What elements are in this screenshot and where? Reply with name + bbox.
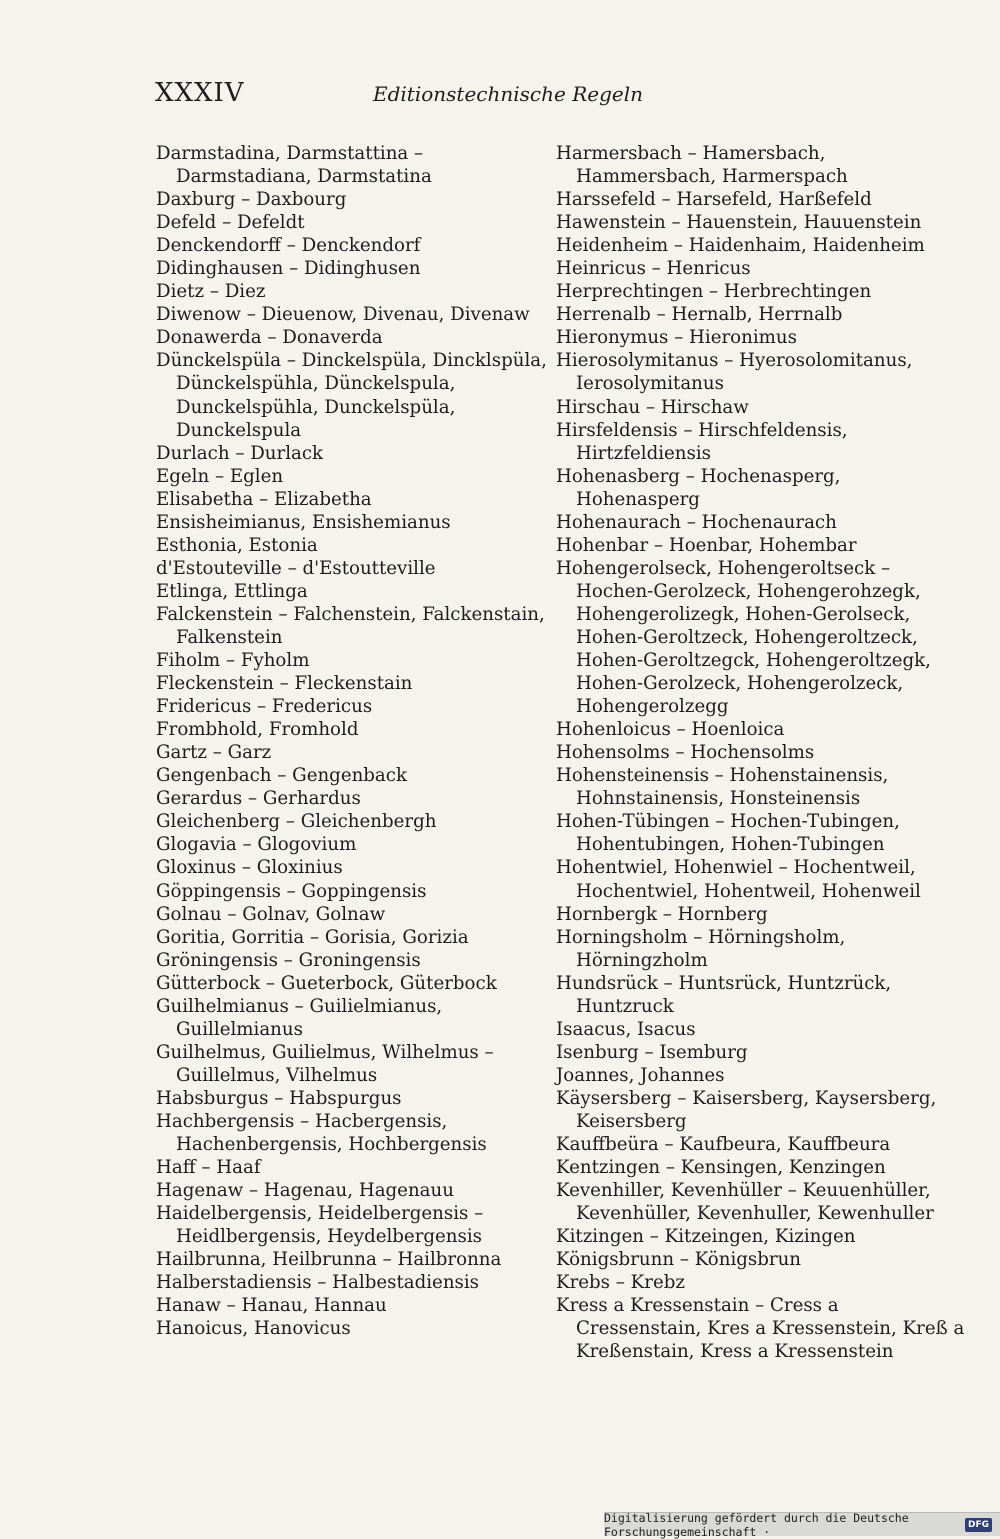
entry-line: Gröningensis – Groningensis <box>156 949 421 971</box>
index-entry <box>556 926 951 972</box>
entry-line: Falckenstein – Falchenstein, Falckenstain, <box>156 603 545 625</box>
entry-line: Fleckenstein – Fleckenstain <box>156 673 413 695</box>
entry-line: Hohensolms – Hochensolms <box>556 742 815 764</box>
index-entry <box>156 903 551 926</box>
index-entry <box>156 1317 551 1340</box>
index-entry <box>556 856 951 902</box>
entry-line: Goritia, Gorritia – Gorisia, Gorizia <box>156 926 469 948</box>
entry-line: Käysersberg – Kaisersberg, Kaysersberg, <box>556 1087 937 1109</box>
entry-continuation-line: Hirtzfeldiensis <box>576 442 711 464</box>
index-entry <box>556 1133 951 1156</box>
right-column <box>556 142 965 1363</box>
index-entry <box>556 188 951 211</box>
entry-line: Isenburg – Isemburg <box>556 1041 748 1063</box>
index-entry <box>556 764 951 810</box>
entry-continuation-line: Guillelmianus <box>176 1018 303 1040</box>
entry-line: Horningsholm – Hörningsholm, <box>556 926 846 948</box>
entry-line: Herprechtingen – Herbrechtingen <box>556 281 872 303</box>
entry-line: Hirschau – Hirschaw <box>556 396 749 418</box>
index-entry <box>156 603 551 649</box>
index-entry <box>156 234 551 257</box>
entry-line: Daxburg – Daxbourg <box>156 189 347 211</box>
entry-continuation-line: Falkenstein <box>176 626 283 648</box>
index-entry <box>156 764 551 787</box>
entry-line: Gleichenberg – Gleichenbergh <box>156 811 437 833</box>
entry-line: Frombhold, Fromhold <box>156 719 359 741</box>
index-entry <box>156 488 551 511</box>
index-entry <box>156 1041 551 1087</box>
index-entry <box>156 557 551 580</box>
index-entry <box>556 142 951 188</box>
entry-line: Krebs – Krebz <box>556 1272 685 1294</box>
entry-line: Kress a Kressenstain – Cress a <box>556 1295 839 1317</box>
entry-continuation-line: Dunckelspula <box>176 419 302 441</box>
index-entry <box>156 1110 551 1156</box>
entry-line: Hanaw – Hanau, Hannau <box>156 1295 387 1317</box>
entry-continuation-line: Hammersbach, Harmerspach <box>576 166 848 188</box>
entry-line: Kauffbeüra – Kaufbeura, Kauffbeura <box>556 1134 891 1156</box>
entry-line: Königsbrunn – Königsbrun <box>556 1249 802 1271</box>
entry-line: Hohenaurach – Hochenaurach <box>556 511 837 533</box>
entry-continuation-line: Hohengerolizegk, Hohen-Gerolseck, <box>576 603 911 625</box>
index-entry <box>556 1248 951 1271</box>
entry-continuation-line: Hohentubingen, Hohen-Tubingen <box>576 834 885 856</box>
index-entry <box>556 234 951 257</box>
entry-line: Hirsfeldensis – Hirschfeldensis, <box>556 419 848 441</box>
running-title: Editionstechnische Regeln <box>373 82 643 106</box>
entry-line: Hornbergk – Hornberg <box>556 903 768 925</box>
index-entry <box>556 1271 951 1294</box>
entry-line: Kitzingen – Kitzeingen, Kizingen <box>556 1226 856 1248</box>
entry-continuation-line: Hochen-Gerolzeck, Hohengerohzegk, <box>576 580 921 602</box>
entry-line: Denckendorff – Denckendorf <box>156 235 421 257</box>
index-entry <box>156 257 551 280</box>
index-entry <box>156 741 551 764</box>
entry-continuation-line: Hohen-Gerolzeck, Hohengerolzeck, <box>576 673 904 695</box>
index-entry <box>556 303 951 326</box>
index-entry <box>156 188 551 211</box>
entry-continuation-line: Keisersberg <box>576 1110 687 1132</box>
entry-line: Glogavia – Glogovium <box>156 834 357 856</box>
index-entry <box>156 1294 551 1317</box>
entry-continuation-line: Hachenbergensis, Hochbergensis <box>176 1134 487 1156</box>
entry-line: Haidelbergensis, Heidelbergensis – <box>156 1203 484 1225</box>
entry-continuation-line: Ierosolymitanus <box>576 373 724 395</box>
index-entry <box>156 142 551 188</box>
entry-line: Darmstadina, Darmstattina – <box>156 143 424 164</box>
entry-continuation-line: Guillelmus, Vilhelmus <box>176 1064 378 1086</box>
index-entry <box>156 833 551 856</box>
entry-continuation-line: Hohen-Geroltzeck, Hohengeroltzeck, <box>576 626 918 648</box>
index-entry <box>156 972 551 995</box>
entry-continuation-line: Hohen-Geroltzegck, Hohengeroltzegk, <box>576 650 931 672</box>
index-entry <box>156 880 551 903</box>
digitization-footer <box>604 1510 1000 1539</box>
entry-line: Gerardus – Gerhardus <box>156 788 361 810</box>
entry-line: Esthonia, Estonia <box>156 534 318 556</box>
index-entry <box>156 672 551 695</box>
entry-line: Defeld – Defeldt <box>156 212 305 234</box>
index-entry <box>556 1294 965 1363</box>
entry-line: Ensisheimianus, Ensishemianus <box>156 511 451 533</box>
index-entry <box>556 1225 951 1248</box>
left-column <box>156 142 551 1340</box>
entry-continuation-line: Darmstadiana, Darmstatina <box>176 166 432 188</box>
index-entry <box>156 995 551 1041</box>
entry-line: Guilhelmianus – Guilielmianus, <box>156 995 443 1017</box>
entry-line: d'Estouteville – d'Estoutteville <box>156 557 436 579</box>
entry-line: Elisabetha – Elizabetha <box>156 488 372 510</box>
entry-line: Donawerda – Donaverda <box>156 327 383 349</box>
index-entry <box>156 211 551 234</box>
entry-line: Kentzingen – Kensingen, Kenzingen <box>556 1157 886 1179</box>
entry-line: Guilhelmus, Guilielmus, Wilhelmus – <box>156 1041 494 1063</box>
index-entry <box>556 741 951 764</box>
page-number: XXXIV <box>155 78 245 108</box>
entry-continuation-line: Heidlbergensis, Heydelbergensis <box>176 1226 482 1248</box>
index-entry <box>556 810 951 856</box>
entry-continuation-line: Dunckelspühla, Dunckelspüla, <box>176 396 456 418</box>
entry-line: Hachbergensis – Hacbergensis, <box>156 1110 448 1132</box>
index-entry <box>556 1041 951 1064</box>
index-entry <box>556 349 951 395</box>
index-entry <box>556 903 951 926</box>
entry-line: Gütterbock – Gueterbock, Güterbock <box>156 972 497 994</box>
index-entry <box>156 810 551 833</box>
entry-line: Hohentwiel, Hohenwiel – Hochentweil, <box>556 857 916 879</box>
entry-line: Heidenheim – Haidenhaim, Haidenheim <box>556 235 925 257</box>
index-entry <box>156 465 551 488</box>
index-entry <box>556 534 951 557</box>
entry-continuation-line: Hohengerolzegg <box>576 696 729 718</box>
index-entry <box>556 396 951 419</box>
entry-line: Diwenow – Dieuenow, Divenau, Divenaw <box>156 304 530 326</box>
index-entry <box>556 511 951 534</box>
index-entry <box>556 326 951 349</box>
entry-continuation-line: Kreßenstain, Kress a Kressenstein <box>576 1341 894 1363</box>
index-entry <box>156 280 551 303</box>
index-entry <box>556 972 951 1018</box>
entry-line: Hohenloicus – Hoenloica <box>556 719 785 741</box>
entry-line: Hieronymus – Hieronimus <box>556 327 797 349</box>
entry-continuation-line: Kevenhüller, Kevenhuller, Kewenhuller <box>576 1203 934 1225</box>
entry-line: Harmersbach – Hamersbach, <box>556 143 826 164</box>
index-entry <box>556 280 951 303</box>
entry-continuation-line: Hohnstainensis, Honsteinensis <box>576 788 861 810</box>
entry-line: Hailbrunna, Heilbrunna – Hailbronna <box>156 1249 502 1271</box>
index-entry <box>556 465 951 511</box>
entry-line: Gartz – Garz <box>156 742 272 764</box>
entry-line: Herrenalb – Hernalb, Herrnalb <box>556 304 843 326</box>
index-entry <box>156 1271 551 1294</box>
entry-line: Didinghausen – Didinghusen <box>156 258 421 280</box>
entry-line: Golnau – Golnav, Golnaw <box>156 903 386 925</box>
index-entry <box>156 856 551 879</box>
entry-line: Hierosolymitanus – Hyerosolomitanus, <box>556 350 913 372</box>
entry-line: Hagenaw – Hagenau, Hagenauu <box>156 1180 454 1202</box>
entry-line: Kevenhiller, Kevenhüller – Keuuenhüller, <box>556 1180 931 1202</box>
index-entry <box>156 303 551 326</box>
index-entry <box>556 1156 951 1179</box>
entry-line: Hohenasberg – Hochenasperg, <box>556 465 841 487</box>
entry-line: Gloxinus – Gloxinius <box>156 857 343 879</box>
index-entry <box>156 949 551 972</box>
index-entry <box>156 695 551 718</box>
index-entry <box>556 1179 951 1225</box>
entry-line: Göppingensis – Goppingensis <box>156 880 427 902</box>
index-entry <box>156 718 551 741</box>
entry-line: Egeln – Eglen <box>156 465 284 487</box>
entry-continuation-line: Hörningzholm <box>576 949 708 971</box>
index-entry <box>156 649 551 672</box>
entry-line: Hohensteinensis – Hohenstainensis, <box>556 765 889 787</box>
dfg-logo: DFG <box>965 1518 992 1532</box>
entry-line: Dünckelspüla – Dinckelspüla, Dincklspüla, <box>156 350 547 372</box>
entry-line: Heinricus – Henricus <box>556 258 751 280</box>
entry-line: Hanoicus, Hanovicus <box>156 1318 351 1340</box>
index-entry <box>156 1156 551 1179</box>
index-entry <box>556 1018 951 1041</box>
entry-line: Fridericus – Fredericus <box>156 696 373 718</box>
entry-line: Harssefeld – Harsefeld, Harßefeld <box>556 189 872 211</box>
index-entry <box>556 1087 951 1133</box>
entry-continuation-line: Cressenstain, Kres a Kressenstein, Kreß a <box>576 1318 965 1340</box>
index-entry <box>156 534 551 557</box>
entry-continuation-line: Hochentwiel, Hohentweil, Hohenweil <box>576 880 921 902</box>
index-entry <box>156 442 551 465</box>
index-entry <box>156 1202 551 1248</box>
index-entry <box>156 926 551 949</box>
entry-line: Gengenbach – Gengenback <box>156 765 407 787</box>
index-entry <box>156 580 551 603</box>
index-entry <box>156 1087 551 1110</box>
entry-continuation-line: Dünckelspühla, Dünckelspula, <box>176 373 456 395</box>
entry-line: Hawenstein – Hauenstein, Hauuenstein <box>556 212 922 234</box>
entry-line: Habsburgus – Habspurgus <box>156 1087 402 1109</box>
entry-line: Haff – Haaf <box>156 1157 261 1179</box>
index-entry <box>556 1064 951 1087</box>
index-entry <box>156 1179 551 1202</box>
entry-line: Etlinga, Ettlinga <box>156 580 308 602</box>
entry-line: Hohen-Tübingen – Hochen-Tubingen, <box>556 811 900 833</box>
entry-line: Hundsrück – Huntsrück, Huntzrück, <box>556 972 892 994</box>
index-entry <box>156 787 551 810</box>
index-entry <box>556 718 951 741</box>
index-entry <box>556 419 951 465</box>
footer-credit: Digitalisierung gefördert durch die Deutsche Forschungsgemeinschaft · <box>604 1510 909 1539</box>
index-entry <box>556 557 951 718</box>
entry-line: Joannes, Johannes <box>556 1064 725 1086</box>
index-entry <box>156 349 551 441</box>
index-entry <box>556 211 951 234</box>
entry-continuation-line: Hohenasperg <box>576 488 700 510</box>
entry-line: Hohenbar – Hoenbar, Hohembar <box>556 534 857 556</box>
entry-line: Halberstadiensis – Halbestadiensis <box>156 1272 480 1294</box>
index-entry <box>156 511 551 534</box>
entry-continuation-line: Huntzruck <box>576 995 674 1017</box>
index-entry <box>156 326 551 349</box>
entry-line: Durlach – Durlack <box>156 442 324 464</box>
index-entry <box>556 257 951 280</box>
entry-line: Isaacus, Isacus <box>556 1018 696 1040</box>
entry-line: Fiholm – Fyholm <box>156 650 310 672</box>
index-entry <box>156 1248 551 1271</box>
entry-line: Hohengerolseck, Hohengeroltseck – <box>556 557 891 579</box>
entry-line: Dietz – Diez <box>156 281 266 303</box>
